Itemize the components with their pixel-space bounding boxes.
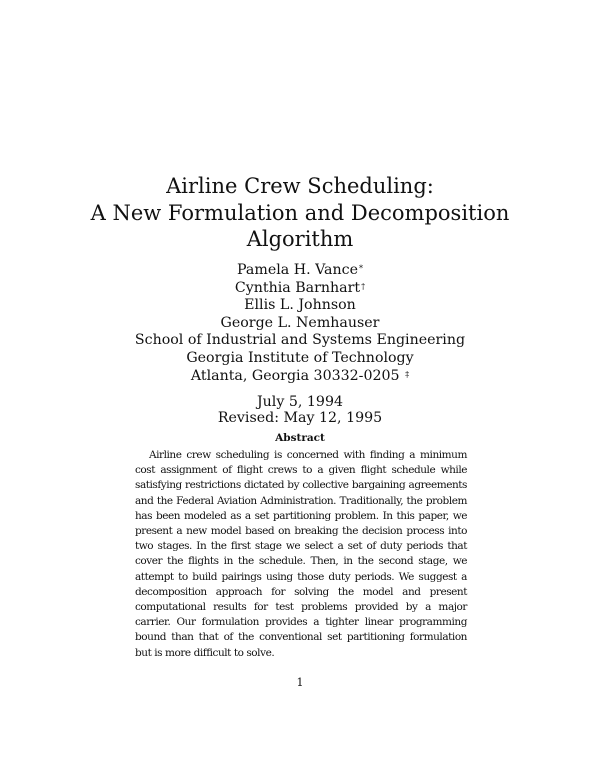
author-barnhart: [0, 280, 600, 298]
footnote-mark: †: [361, 281, 366, 291]
author-vance: [0, 262, 600, 280]
author-block: [0, 262, 600, 385]
date-block: [0, 394, 600, 426]
footnote-mark: *: [359, 264, 363, 273]
page-number: 1: [296, 676, 304, 689]
abstract-body: Airline crew scheduling is concerned with finding a minimum cost assignment of flight crews to a given flight schedule while satisfying restrictions dictated by collective bargaining agreements and the Federal Aviation Administration. Traditionally, the problem has been modeled as a set partitioning problem. In this paper, we present a new model based on breaking the decision process into two stages. In the first stage we select a set of duty periods that cover the flights in the schedule. Then, in the second stage, we attempt to build pairings using those duty periods. We suggest a decomposition approach for solving the model and present computational results for test problems provided by a major carrier. Our formulation provides a tighter linear programming bound than that of the conventional set partitioning formulation but is more difficult to solve.: [135, 449, 467, 659]
affiliation-school: School of Industrial and Systems Engineering: [134, 332, 466, 349]
title-line-1: Airline Crew Scheduling:: [166, 174, 434, 198]
location-text: Atlanta, Georgia 30332-0205: [190, 367, 400, 384]
title-line-2: A New Formulation and Decomposition: [90, 200, 510, 225]
revised-date: Revised: May 12, 1995: [217, 410, 383, 426]
author-name: George L. Nemhauser: [220, 314, 380, 331]
author-nemhauser: [0, 315, 600, 333]
original-date: July 5, 1994: [256, 394, 344, 410]
paper-title: [0, 173, 600, 253]
author-name: Ellis L. Johnson: [244, 297, 356, 314]
author-name: Cynthia Barnhart: [234, 279, 361, 296]
footnote-mark: ‡: [405, 369, 410, 379]
title-line-3: Algorithm: [246, 227, 354, 251]
abstract-heading: Abstract: [275, 432, 325, 444]
author-name: Pamela H. Vance: [237, 262, 358, 278]
affiliation-institute: Georgia Institute of Technology: [186, 349, 414, 366]
author-johnson: [0, 297, 600, 315]
affiliation-location: [0, 368, 600, 386]
